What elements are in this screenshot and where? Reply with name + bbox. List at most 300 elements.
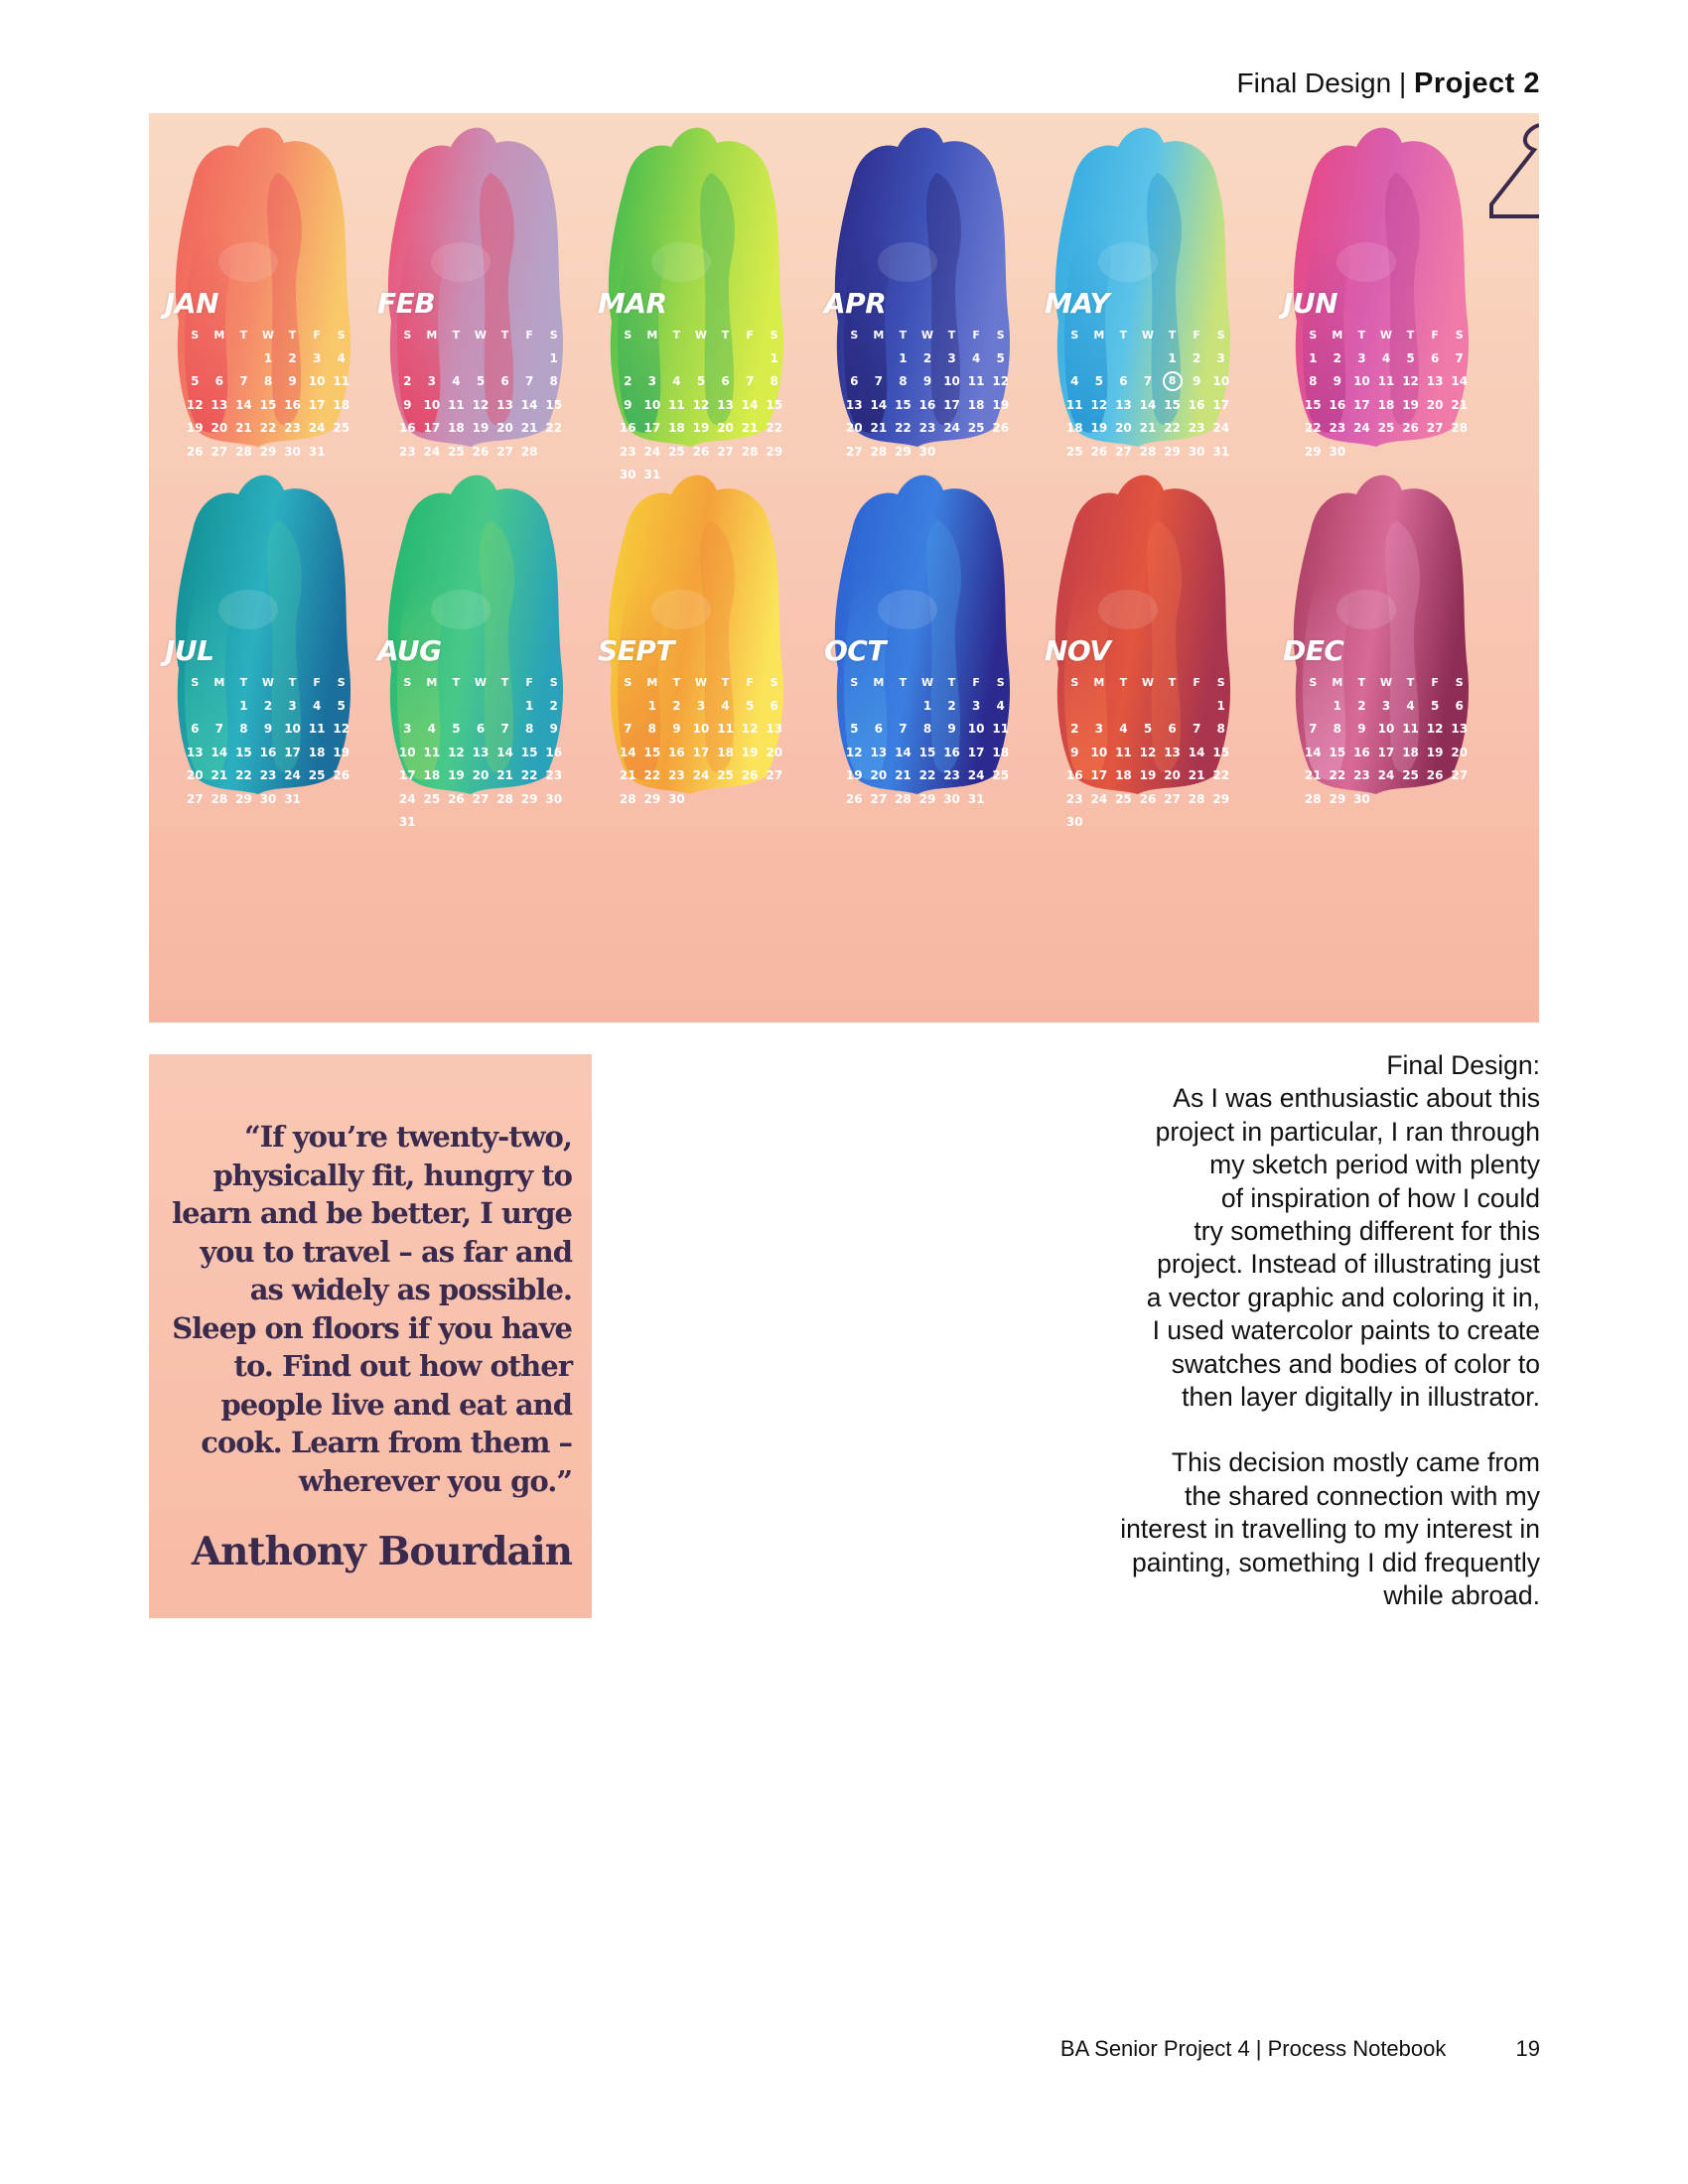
day-number: 14	[211, 745, 228, 759]
empty-day	[1087, 811, 1112, 835]
weekday-label: F	[972, 329, 980, 341]
day-number: 25	[1377, 421, 1395, 435]
day-number: 22	[643, 768, 661, 782]
day-number: 24	[1377, 768, 1395, 782]
month-name: APR	[824, 287, 887, 320]
day-number: 2	[672, 698, 681, 713]
day-number: 25	[448, 444, 465, 459]
day-number: 16	[1329, 397, 1346, 412]
weekday-label: T	[452, 676, 461, 689]
page-footer	[1060, 2036, 1540, 2062]
weekday-label: W	[694, 329, 708, 341]
empty-day	[1062, 347, 1087, 371]
day-number: 7	[874, 374, 884, 388]
empty-day	[1208, 811, 1233, 835]
day-number: 14	[235, 397, 252, 412]
empty-day	[842, 347, 867, 371]
day-number: 28	[1304, 791, 1322, 806]
day-number: 12	[1426, 722, 1444, 736]
day-number: 26	[1402, 421, 1419, 435]
day-number: 20	[766, 745, 783, 759]
weekday-label: S	[1309, 329, 1318, 341]
weekday-label: T	[899, 329, 908, 341]
description-line: the shared connection with my	[1185, 1480, 1540, 1511]
day-number: 3	[288, 698, 297, 713]
day-number: 12	[845, 745, 863, 759]
day-number: 4	[1406, 698, 1415, 713]
weekday-label: M	[1332, 676, 1343, 689]
day-number: 18	[992, 745, 1010, 759]
day-number: 19	[1426, 745, 1444, 759]
day-number: 13	[766, 722, 783, 736]
month-nov	[1039, 461, 1237, 829]
month-day-grid	[395, 671, 566, 835]
day-number: 7	[1143, 374, 1153, 388]
weekday-label: W	[1379, 329, 1393, 341]
empty-day	[1301, 695, 1326, 719]
description-line: I used watercolor paints to create	[1152, 1315, 1540, 1346]
weekday-label: M	[646, 329, 658, 341]
day-number: 23	[619, 444, 636, 459]
day-number: 3	[312, 350, 322, 365]
day-number: 15	[520, 745, 538, 759]
weekday-label: M	[1093, 329, 1105, 341]
day-number: 20	[1451, 745, 1469, 759]
day-number: 12	[333, 722, 351, 736]
day-number: 27	[1115, 444, 1132, 459]
weekday-label: T	[239, 676, 248, 689]
day-number: 22	[895, 421, 912, 435]
day-number: 14	[520, 397, 538, 412]
weekday-label: F	[1431, 329, 1439, 341]
description-line: my sketch period with plenty	[1209, 1150, 1540, 1180]
day-number: 9	[1357, 722, 1366, 736]
day-number: 10	[1090, 745, 1108, 759]
weekday-label: F	[313, 329, 321, 341]
day-number: 14	[895, 745, 912, 759]
day-number: 11	[308, 722, 326, 736]
weekday-label: T	[1357, 676, 1366, 689]
day-number: 29	[1164, 444, 1181, 459]
weekday-label: M	[1093, 676, 1105, 689]
weekday-label: T	[1406, 676, 1415, 689]
design-description	[1024, 1049, 1540, 1613]
day-number: 4	[721, 698, 730, 713]
day-number: 23	[1065, 791, 1083, 806]
weekday-label: S	[337, 676, 346, 689]
day-number: 3	[1094, 722, 1104, 736]
weekday-label: S	[770, 329, 778, 341]
day-number: 8	[647, 722, 657, 736]
day-number: 10	[967, 722, 985, 736]
empty-day	[1447, 788, 1472, 812]
day-number: 5	[1430, 698, 1440, 713]
weekday-label: T	[1406, 329, 1415, 341]
month-feb	[371, 113, 570, 459]
day-number: 27	[717, 444, 734, 459]
day-number: 18	[333, 397, 351, 412]
weekday-label: T	[947, 329, 956, 341]
day-number: 5	[696, 374, 706, 388]
description-line: project in particular, I ran through	[1155, 1116, 1540, 1147]
highlighted-day: 8	[1163, 371, 1183, 391]
day-number: 19	[692, 421, 710, 435]
empty-day	[867, 347, 892, 371]
day-number: 25	[1402, 768, 1419, 782]
month-day-grid	[183, 671, 353, 811]
day-number: 22	[235, 768, 252, 782]
day-number: 25	[333, 421, 351, 435]
month-day-grid	[616, 671, 786, 811]
weekday-label: S	[403, 676, 412, 689]
day-number: 20	[870, 768, 888, 782]
day-number: 30	[1353, 791, 1370, 806]
day-number: 7	[500, 722, 509, 736]
day-number: 20	[1426, 397, 1444, 412]
empty-day	[231, 347, 256, 371]
day-number: 8	[263, 374, 273, 388]
weekday-label: M	[426, 329, 438, 341]
weekday-label: S	[850, 329, 859, 341]
empty-day	[444, 347, 469, 371]
empty-day	[469, 811, 493, 835]
day-number: 26	[845, 791, 863, 806]
day-number: 29	[643, 791, 661, 806]
weekday-label: M	[1332, 329, 1343, 341]
month-mar	[592, 113, 790, 481]
empty-day	[1398, 788, 1423, 812]
empty-day	[183, 695, 208, 719]
empty-day	[1185, 695, 1209, 719]
weekday-label: M	[213, 676, 225, 689]
weekday-label: T	[288, 676, 297, 689]
empty-day	[664, 347, 689, 371]
empty-day	[183, 347, 208, 371]
weekday-label: S	[770, 676, 778, 689]
day-number: 6	[191, 722, 200, 736]
month-day-grid	[183, 324, 353, 464]
weekday-label: M	[426, 676, 438, 689]
day-number: 22	[766, 421, 783, 435]
quote-text	[155, 1118, 572, 1500]
month-jul	[159, 461, 357, 806]
day-number: 17	[692, 745, 710, 759]
day-number: 28	[895, 791, 912, 806]
day-number: 24	[423, 444, 441, 459]
day-number: 4	[312, 698, 322, 713]
day-number: 28	[235, 444, 252, 459]
day-number: 23	[943, 768, 960, 782]
weekday-label: S	[1455, 676, 1464, 689]
day-number: 20	[496, 421, 513, 435]
day-number: 10	[308, 374, 326, 388]
day-number: 2	[549, 698, 558, 713]
day-number: 15	[766, 397, 783, 412]
day-number: 3	[947, 350, 956, 365]
weekday-label: W	[474, 329, 488, 341]
day-number: 23	[398, 444, 416, 459]
day-number: 20	[472, 768, 490, 782]
day-number: 6	[850, 374, 859, 388]
empty-day	[517, 347, 542, 371]
day-number: 4	[1381, 350, 1391, 365]
day-number: 27	[1164, 791, 1181, 806]
description-line: then layer digitally in illustrator.	[1182, 1382, 1540, 1413]
weekday-label: T	[672, 676, 681, 689]
day-number: 29	[520, 791, 538, 806]
day-number: 23	[668, 768, 685, 782]
day-number: 4	[672, 374, 681, 388]
day-number: 14	[619, 745, 636, 759]
day-number: 13	[1451, 722, 1469, 736]
day-number: 22	[1304, 421, 1322, 435]
month-name: JUL	[165, 634, 214, 667]
day-number: 10	[1212, 374, 1230, 388]
day-number: 8	[524, 722, 534, 736]
quote-line: cook. Learn from them –	[201, 1426, 572, 1459]
day-number: 13	[186, 745, 204, 759]
empty-day	[1062, 695, 1087, 719]
day-number: 5	[1406, 350, 1415, 365]
day-number: 22	[1212, 768, 1230, 782]
day-number: 28	[520, 444, 538, 459]
header-project: Project 2	[1414, 68, 1540, 99]
day-number: 9	[263, 722, 273, 736]
day-number: 9	[922, 374, 932, 388]
day-number: 30	[545, 791, 563, 806]
day-number: 17	[1090, 768, 1108, 782]
day-number: 30	[259, 791, 277, 806]
day-number: 13	[496, 397, 513, 412]
day-number: 9	[1192, 374, 1201, 388]
day-number: 26	[741, 768, 759, 782]
day-number: 7	[1192, 722, 1201, 736]
weekday-label: F	[525, 676, 533, 689]
day-number: 22	[1329, 768, 1346, 782]
day-number: 27	[766, 768, 783, 782]
day-number: 14	[741, 397, 759, 412]
empty-day	[689, 347, 714, 371]
empty-day	[1185, 811, 1209, 835]
day-number: 3	[696, 698, 706, 713]
empty-day	[616, 347, 640, 371]
day-number: 26	[992, 421, 1010, 435]
weekday-label: S	[624, 676, 633, 689]
empty-day	[842, 695, 867, 719]
day-number: 30	[668, 791, 685, 806]
empty-day	[1160, 811, 1185, 835]
day-number: 21	[619, 768, 636, 782]
empty-day	[329, 788, 353, 812]
day-number: 28	[619, 791, 636, 806]
day-number: 11	[668, 397, 685, 412]
day-number: 23	[259, 768, 277, 782]
day-number: 1	[239, 698, 248, 713]
weekday-label: S	[624, 329, 633, 341]
empty-day	[762, 788, 786, 812]
day-number: 3	[1216, 350, 1225, 365]
day-number: 16	[1065, 768, 1083, 782]
day-number: 20	[1164, 768, 1181, 782]
day-number: 6	[1430, 350, 1440, 365]
day-number: 15	[643, 745, 661, 759]
day-number: 25	[668, 444, 685, 459]
day-number: 9	[1333, 374, 1342, 388]
quote-line: wherever you go.”	[298, 1463, 572, 1498]
day-number: 3	[1381, 698, 1391, 713]
day-number: 23	[545, 768, 563, 782]
day-number: 25	[1065, 444, 1083, 459]
day-number: 19	[186, 421, 204, 435]
day-number: 16	[918, 397, 936, 412]
month-sept	[592, 461, 790, 806]
day-number: 27	[1451, 768, 1469, 782]
month-day-grid	[842, 324, 1013, 464]
month-name: NOV	[1045, 634, 1111, 667]
weekday-label: W	[474, 676, 488, 689]
day-number: 20	[845, 421, 863, 435]
month-name: JUN	[1283, 287, 1338, 320]
empty-day	[1374, 788, 1399, 812]
weekday-label: S	[996, 676, 1005, 689]
day-number: 17	[1377, 745, 1395, 759]
day-number: 2	[1070, 722, 1079, 736]
header-section: Final Design |	[1236, 68, 1407, 98]
day-number: 29	[1304, 444, 1322, 459]
day-number: 14	[1139, 397, 1157, 412]
day-number: 10	[1377, 722, 1395, 736]
day-number: 24	[967, 768, 985, 782]
day-number: 10	[692, 722, 710, 736]
weekday-label: S	[1216, 329, 1225, 341]
description-line: project. Instead of illustrating just	[1157, 1249, 1540, 1280]
day-number: 1	[770, 350, 778, 365]
day-number: 3	[427, 374, 437, 388]
day-number: 21	[1139, 421, 1157, 435]
month-apr	[818, 113, 1017, 459]
day-number: 26	[692, 444, 710, 459]
weekday-label: S	[850, 676, 859, 689]
day-number: 24	[692, 768, 710, 782]
description-line: while abroad.	[1383, 1580, 1540, 1611]
day-number: 28	[870, 444, 888, 459]
day-number: 11	[1402, 722, 1419, 736]
weekday-label: T	[1168, 329, 1177, 341]
empty-day	[492, 347, 517, 371]
day-number: 23	[1329, 421, 1346, 435]
day-number: 7	[899, 722, 908, 736]
empty-day	[891, 695, 915, 719]
weekday-label: F	[746, 329, 754, 341]
weekday-label: W	[1141, 329, 1155, 341]
day-number: 2	[1192, 350, 1201, 365]
day-number: 6	[874, 722, 884, 736]
day-number: 15	[545, 397, 563, 412]
quote-card	[149, 1054, 592, 1618]
description-paragraph-1	[1024, 1049, 1540, 1414]
day-number: 13	[1115, 397, 1132, 412]
day-number: 5	[337, 698, 346, 713]
footer-text: BA Senior Project 4 | Process Notebook	[1059, 2036, 1447, 2061]
day-number: 2	[947, 698, 956, 713]
watercolor-calendar	[149, 113, 1539, 1023]
day-number: 16	[545, 745, 563, 759]
day-number: 31	[284, 791, 301, 806]
day-number: 19	[333, 745, 351, 759]
day-number: 1	[647, 698, 657, 713]
day-number: 5	[745, 698, 755, 713]
weekday-label: W	[1141, 676, 1155, 689]
day-number: 3	[1357, 350, 1366, 365]
day-number: 18	[717, 745, 734, 759]
day-number: 1	[524, 698, 534, 713]
day-number: 29	[1212, 791, 1230, 806]
day-number: 6	[770, 698, 778, 713]
weekday-label: M	[873, 676, 885, 689]
day-number: 5	[452, 722, 461, 736]
day-number: 9	[549, 722, 558, 736]
day-number: 5	[476, 374, 486, 388]
day-number: 9	[1070, 745, 1079, 759]
empty-day	[395, 695, 420, 719]
day-number: 2	[624, 374, 633, 388]
day-number: 29	[1329, 791, 1346, 806]
day-number: 30	[943, 791, 960, 806]
day-number: 11	[1065, 397, 1083, 412]
weekday-label: W	[694, 676, 708, 689]
page-header	[1237, 68, 1540, 100]
empty-day	[1136, 347, 1161, 371]
day-number: 9	[947, 722, 956, 736]
weekday-label: F	[1431, 676, 1439, 689]
month-name: DEC	[1283, 634, 1344, 667]
day-number: 27	[845, 444, 863, 459]
day-number: 8	[1216, 722, 1225, 736]
weekday-label: T	[672, 329, 681, 341]
month-day-grid	[1062, 324, 1233, 464]
day-number: 26	[186, 444, 204, 459]
day-number: 4	[1119, 722, 1128, 736]
description-line: a vector graphic and coloring it in,	[1146, 1282, 1540, 1312]
day-number: 2	[1333, 350, 1342, 365]
day-number: 25	[1115, 791, 1132, 806]
day-number: 2	[1357, 698, 1366, 713]
day-number: 4	[427, 722, 437, 736]
empty-day	[738, 347, 763, 371]
day-number: 21	[1304, 768, 1322, 782]
day-number: 21	[520, 421, 538, 435]
day-number: 24	[284, 768, 301, 782]
day-number: 26	[333, 768, 351, 782]
weekday-label: F	[313, 676, 321, 689]
day-number: 31	[643, 468, 661, 481]
weekday-label: T	[288, 329, 297, 341]
empty-day	[1423, 788, 1448, 812]
day-number: 25	[717, 768, 734, 782]
description-paragraph-2	[1024, 1446, 1540, 1612]
day-number: 11	[333, 374, 351, 388]
month-day-grid	[395, 324, 566, 464]
day-number: 10	[1353, 374, 1370, 388]
day-number: 18	[308, 745, 326, 759]
empty-day	[1111, 695, 1136, 719]
empty-day	[469, 695, 493, 719]
day-number: 19	[1402, 397, 1419, 412]
description-line: As I was enthusiastic about this	[1173, 1083, 1540, 1114]
day-number: 2	[263, 698, 273, 713]
weekday-label: S	[191, 329, 200, 341]
description-line: swatches and bodies of color to	[1171, 1348, 1540, 1379]
